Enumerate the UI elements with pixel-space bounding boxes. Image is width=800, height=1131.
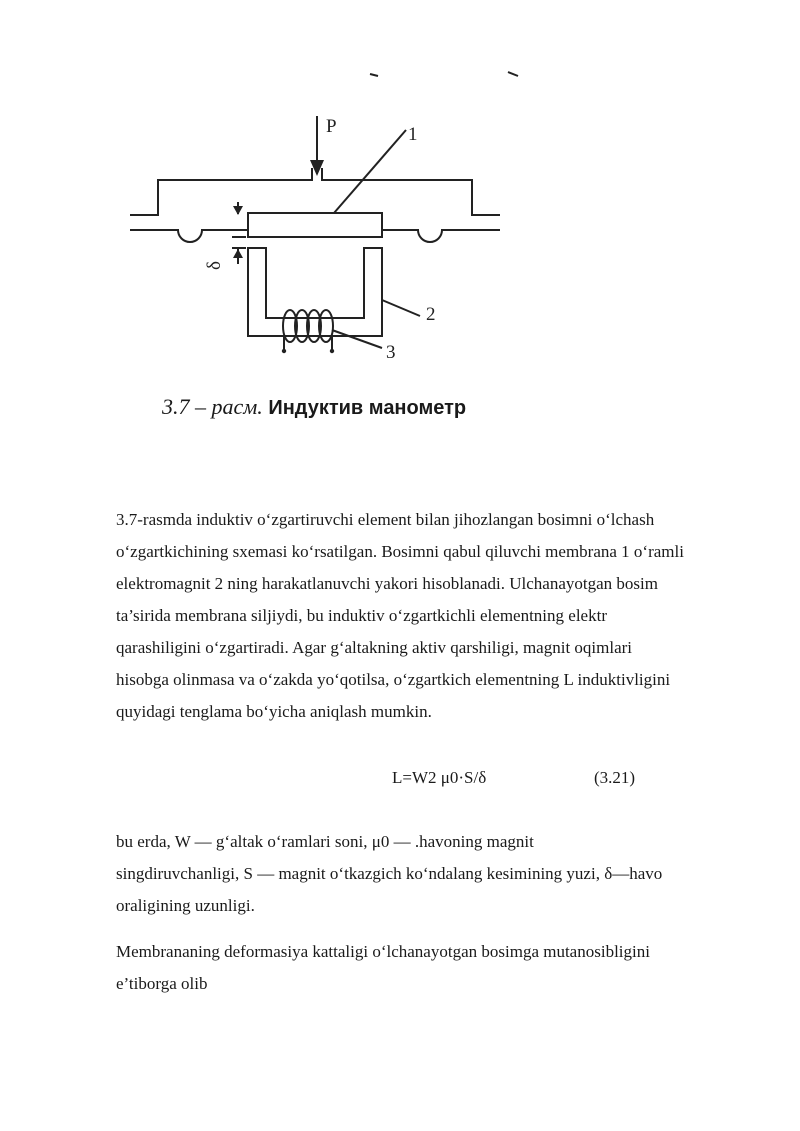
housing-top-right xyxy=(322,168,500,215)
gap-arrowhead-top xyxy=(233,206,243,215)
membrane xyxy=(248,213,382,237)
electromagnet-core xyxy=(248,248,382,336)
text-line: quyidagi tenglama boʻyicha aniqlash mumkin. xyxy=(116,702,432,721)
text-line: oraligining uzunligi. xyxy=(116,896,255,915)
text-line: oʻzgartkichining sxemasi koʻrsatilgan. Bosimni qabul qiluvchi membrana 1 oʻramli xyxy=(116,542,684,561)
terminal-left xyxy=(282,349,286,353)
cut-mark-left xyxy=(370,74,378,76)
housing-top-left xyxy=(130,168,312,215)
support-right xyxy=(382,230,500,242)
text-line: bu erda, W — gʻaltak oʻramlari soni, μ0 — .havoning magnit xyxy=(116,832,534,851)
text-line: Membrananing deformasiya kattaligi oʻlchanayotgan bosimga mutanosibligini xyxy=(116,942,650,961)
text-line: 3.7-rasmda induktiv oʻzgartiruvchi element bilan jihozlangan bosimni oʻlchash xyxy=(116,510,655,529)
text-line: ta’sirida membrana siljiydi, bu induktiv oʻzgartkichli elementning elektr xyxy=(116,606,607,625)
text-line: hisobga olinmasa va oʻzakda yoʻqotilsa, oʻzgartkich elementning L induktivligini xyxy=(116,670,671,689)
text-line: singdiruvchanligi, S — magnit oʻtkazgich koʻndalang kesimining yuzi, δ—havo xyxy=(116,864,663,883)
caption-title: Индуктив манометр xyxy=(268,397,467,419)
cut-mark-right xyxy=(508,72,518,76)
leader-line-3 xyxy=(332,330,382,348)
gap-arrowhead-bottom xyxy=(233,249,243,258)
label-membrane: 1 xyxy=(408,124,418,145)
label-electromagnet: 2 xyxy=(426,304,436,325)
paragraph-description xyxy=(116,504,756,728)
leader-line-2 xyxy=(382,300,420,316)
figure-caption xyxy=(162,394,466,420)
paragraph-definitions xyxy=(116,826,756,922)
text-line: e’tiborga olib xyxy=(116,974,208,993)
caption-number: 3.7 – расм. xyxy=(162,394,263,419)
formula-expression: L=W2 μ0·S/δ xyxy=(392,768,487,787)
support-left xyxy=(130,230,248,242)
label-coil: 3 xyxy=(386,342,396,363)
text-line: elektromagnit 2 ning harakatlanuvchi yakori hisoblanadi. Ulchanayotgan bosim xyxy=(116,574,658,593)
text-line: qarashiligini oʻzgartiradi. Agar gʻaltakning aktiv qarshiligi, magnit oqimlari xyxy=(116,638,633,657)
label-pressure: P xyxy=(326,116,337,137)
paragraph-continuation xyxy=(116,936,756,1000)
diagram-svg xyxy=(120,60,540,380)
label-gap: δ xyxy=(204,261,225,270)
inductive-manometer-diagram xyxy=(120,60,540,380)
leader-line-1 xyxy=(334,130,406,213)
terminal-right xyxy=(330,349,334,353)
formula-number: (3.21) xyxy=(594,768,636,787)
